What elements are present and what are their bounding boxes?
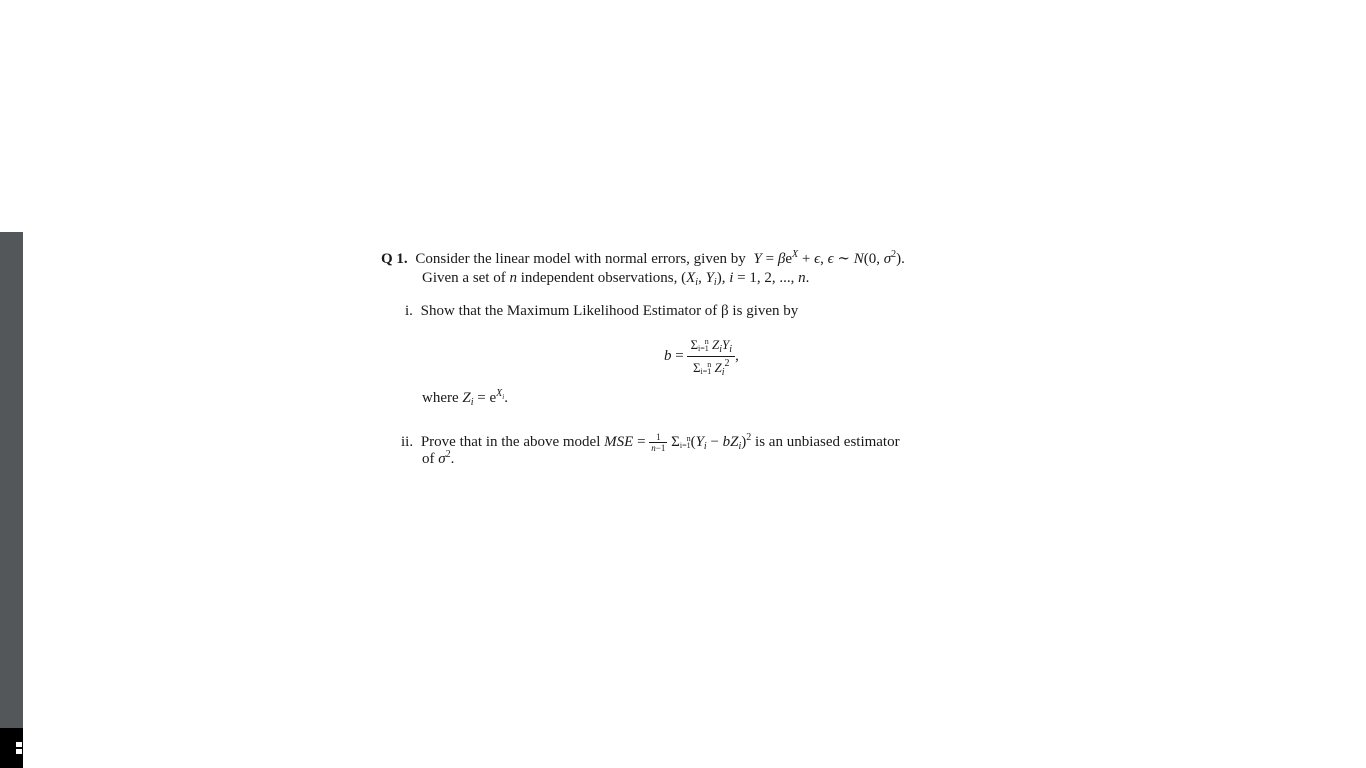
mle-fraction: $\frac{\Sigma i=1^n Z_iY_i}{\Sigma i=1^n Z_i^2}$ (687, 334, 735, 379)
mse-equation: MSE = $\frac{1}{n-1}$ $\Sigma i=1^n(Y_i - bZ_i)^2$ (604, 432, 752, 454)
where-text: where (422, 390, 459, 406)
part-ii-text-b: is an unbiased estimator (755, 434, 900, 450)
part-ii-line2: of $\sigma^2$. (422, 449, 455, 467)
mle-display-equation: b = $\frac{\Sigma i=1^n Z_iY_i}{\Sigma i=1^n Z_i^2}$ , (664, 334, 739, 379)
part-ii-line-1 (401, 429, 900, 455)
part-ii-text-a: Prove that in the above model (420, 434, 601, 450)
part-i-label: i. (405, 303, 413, 319)
intro-text: Consider the linear model with normal errors, given by (415, 251, 746, 267)
where-equation: $Z_i = e^{X_i}$. (462, 388, 508, 408)
left-side-panel (0, 232, 23, 768)
intro-text-a: Given a set of (422, 270, 506, 286)
where-line (422, 389, 508, 408)
var-n: n (509, 270, 517, 286)
start-icon[interactable] (16, 742, 22, 754)
observations-equation: ($X_i$, $Y_i$), i = 1, 2, ..., n. (681, 270, 810, 288)
intro-text-b: independent observations, (520, 270, 678, 286)
part-ii-line-2 (422, 450, 454, 469)
question-intro-line-1 (381, 250, 905, 269)
part-ii-label: ii. (401, 434, 414, 450)
part-i-text: Show that the Maximum Likelihood Estimator of β is given by (420, 303, 799, 319)
question-intro-line-2 (422, 269, 809, 288)
part-i-line (405, 302, 798, 321)
model-equation: $Y = \beta e^X + \epsilon$, ϵ ∼ N(0, $\sigma^2$). (753, 249, 905, 267)
question-number: Q 1. (381, 251, 408, 267)
